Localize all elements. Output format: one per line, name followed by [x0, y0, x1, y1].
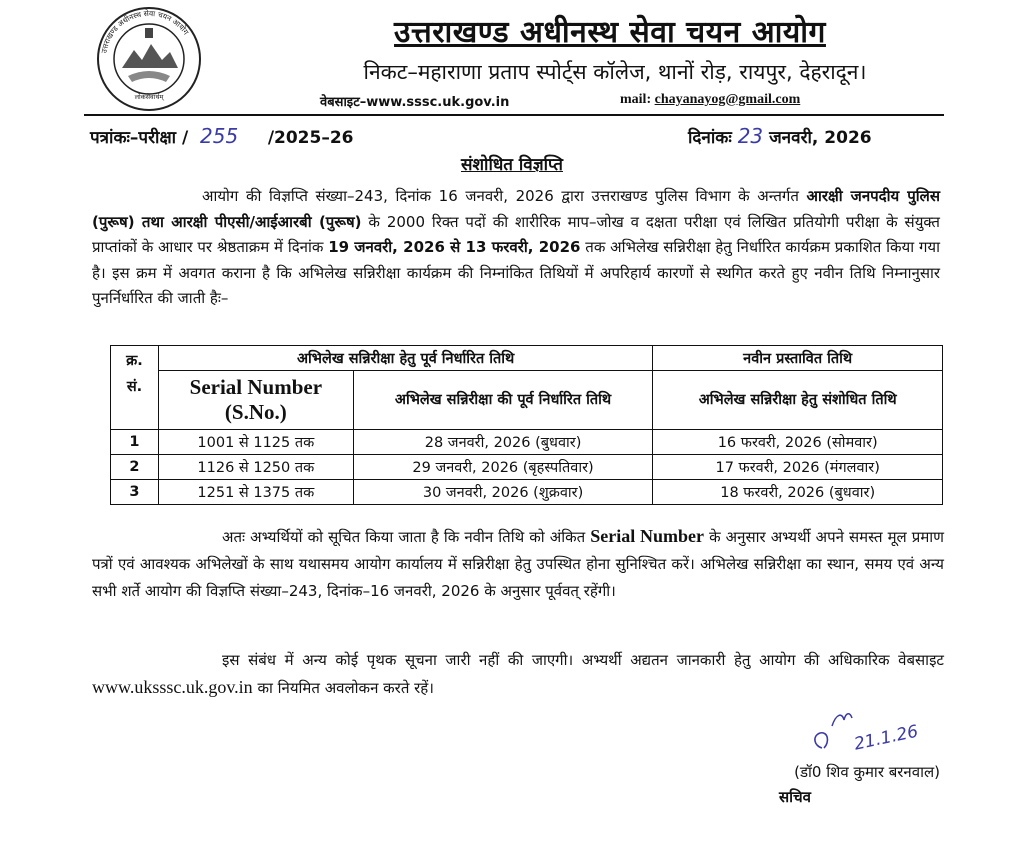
- schedule-table: [110, 345, 943, 505]
- table-row: 3 1251 से 1375 तक 30 जनवरी, 2026 (शुक्रवार) 18 फरवरी, 2026 (बुधवार): [111, 480, 943, 505]
- handwritten-number: 255: [200, 124, 239, 148]
- table-subheader-row: [111, 371, 943, 430]
- signatory-designation: सचिव: [779, 788, 811, 806]
- table-header-row: [111, 346, 943, 371]
- handwritten-day: 23: [737, 124, 764, 148]
- table-row: 2 1126 से 1250 तक 29 जनवरी, 2026 (बृहस्पतिवार) 17 फरवरी, 2026 (मंगलवार): [111, 455, 943, 480]
- signatory-name: (डॉ0 शिव कुमार बरनवाल): [794, 763, 940, 781]
- svg-text:लोकसेवार्थम्: लोकसेवार्थम्: [134, 93, 164, 101]
- website-link[interactable]: www.uksssc.uk.gov.in: [92, 677, 253, 697]
- paragraph-intro: आयोग की विज्ञप्ति संख्या–243, दिनांक 16 जनवरी, 2026 द्वारा उत्तराखण्ड पुलिस विभाग के अन्तर्गत आरक्षी जनपदीय पुलिस (पुरूष) तथा आरक्षी पीएसी/आईआरबी (पुरूष) के 2000 रिक्त पदों की शारीरिक माप–जोख व दक्षता परीक्षा एवं लिखित प्रतियोगी परीक्षा के संयुक्त प्राप्तांकों के आधार पर श्रेष्ठताक्रम में दिनांक 19 जनवरी, 2026 से 13 फरवरी, 2026 तक अभिलेख सन्निरीक्षा हेतु निर्धारित कार्यक्रम प्रकाशित किया गया है। इस क्रम में अवगत कराना है कि अभिलेख सन्निरीक्षा कार्यक्रम की निम्नांकित तिथियों में अपरिहार्य कारणों से स्थगित करते हुए नवीन तिथि निम्नानुसार पुनर्निर्धारित की जाती हैः–: [92, 187, 940, 307]
- header-divider: [84, 114, 944, 116]
- col-group-old-date: अभिलेख सन्निरीक्षा हेतु पूर्व निर्धारित तिथि: [158, 346, 652, 371]
- col-header-sno: क्र. सं.: [111, 346, 159, 430]
- email-text[interactable]: mail: chayanayog@gmail.com: [620, 92, 801, 107]
- col-header-serial: Serial Number (S.No.): [158, 371, 353, 430]
- website-text[interactable]: वेबसाइट–www.sssc.uk.gov.in: [320, 95, 510, 110]
- organization-title: उत्तराखण्ड अधीनस्थ सेवा चयन आयोग: [394, 15, 826, 50]
- svg-text:21.1.26: 21.1.26: [852, 721, 920, 755]
- handwritten-signature: [792, 700, 942, 770]
- paragraph-instructions: अतः अभ्यर्थियों को सूचित किया जाता है कि नवीन तिथि को अंकित Serial Number के अनुसार अभ्यर्थी अपने समस्त मूल प्रमाण पत्रों एवं आवश्यक अभिलेखों के साथ यथासमय आयोग कार्यालय में सन्निरीक्षा हेतु उपस्थित होना सुनिश्चित करें। अभिलेख सन्निरीक्षा का स्थान, समय एवं अन्य सभी शर्ते आयोग की विज्ञप्ति संख्या–243, दिनांक–16 जनवरी, 2026 के अनुसार पूर्ववत् रहेंगी।: [92, 526, 945, 600]
- col-header-new-date: अभिलेख सन्निरीक्षा हेतु संशोधित तिथि: [653, 371, 943, 430]
- svg-text:उत्तराखण्ड अधीनस्थ सेवा चयन आय: उत्तराखण्ड अधीनस्थ सेवा चयन आयोग: [99, 8, 191, 54]
- letter-date: दिनांकः 23 जनवरी, 2026: [688, 124, 872, 148]
- email-address[interactable]: chayanayog@gmail.com: [654, 92, 801, 107]
- paragraph-website-note: इस संबंध में अन्य कोई पृथक सूचना जारी नहीं की जाएगी। अभ्यर्थी अद्यतन जानकारी हेतु आयोग की अधिकारिक वेबसाइट www.uksssc.uk.gov.in का नियमित अवलोकन करते रहें।: [92, 651, 944, 697]
- notice-title: संशोधित विज्ञप्ति: [460, 155, 563, 175]
- col-header-old-date: अभिलेख सन्निरीक्षा की पूर्व निर्धारित तिथि: [353, 371, 653, 430]
- table-row: 1 1001 से 1125 तक 28 जनवरी, 2026 (बुधवार) 16 फरवरी, 2026 (सोमवार): [111, 430, 943, 455]
- letter-number: पत्रांकः–परीक्षा / 255 /2025–26: [90, 124, 354, 148]
- commission-seal-logo: [96, 6, 202, 112]
- organization-address: निकट–महाराणा प्रताप स्पोर्ट्स कॉलेज, थानों रोड़, रायपुर, देहरादून।: [363, 60, 867, 84]
- col-group-new-date: नवीन प्रस्तावित तिथि: [653, 346, 943, 371]
